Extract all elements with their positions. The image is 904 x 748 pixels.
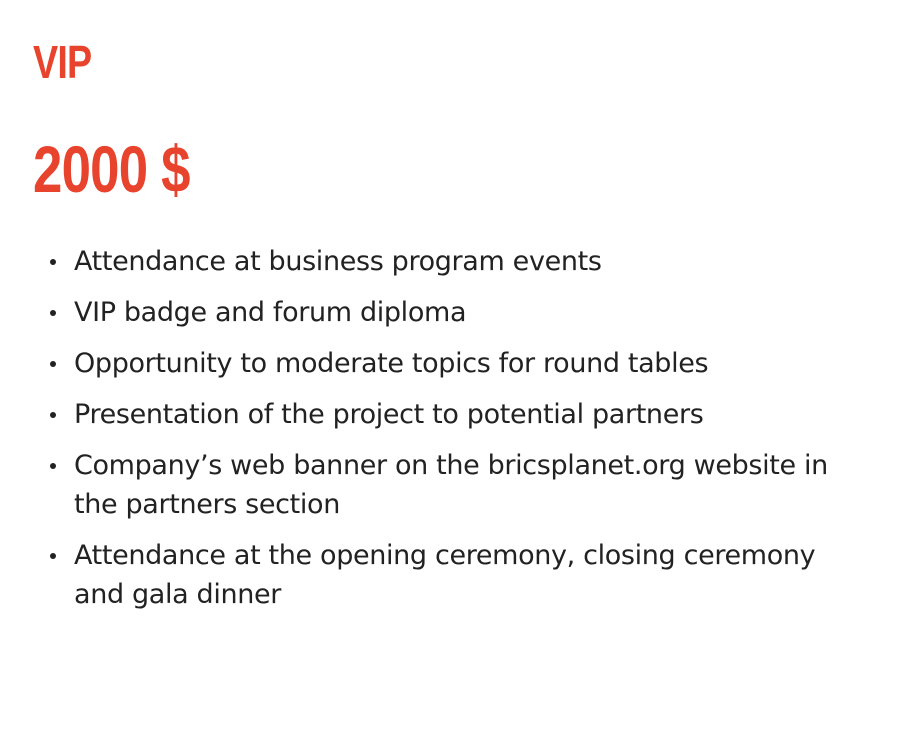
- bullet-icon: [50, 463, 56, 469]
- tier-name: VIP: [33, 36, 92, 88]
- benefit-item: [50, 536, 850, 614]
- benefit-item: [50, 293, 850, 332]
- benefit-text: VIP badge and forum diploma: [74, 297, 467, 328]
- benefit-text: Attendance at business program events: [74, 246, 602, 277]
- benefit-text: Company’s web banner on the bricsplanet.org website in the partners section: [74, 450, 828, 520]
- bullet-icon: [50, 259, 56, 265]
- benefits-list: [50, 242, 850, 626]
- benefit-text: Presentation of the project to potential partners: [74, 399, 704, 430]
- benefit-item: [50, 242, 850, 281]
- bullet-icon: [50, 310, 56, 316]
- benefit-item: [50, 344, 850, 383]
- bullet-icon: [50, 412, 56, 418]
- benefit-text: Opportunity to moderate topics for round tables: [74, 348, 709, 379]
- benefit-item: [50, 446, 850, 524]
- benefit-item: [50, 395, 850, 434]
- benefit-text: Attendance at the opening ceremony, closing ceremony and gala dinner: [74, 540, 816, 610]
- bullet-icon: [50, 553, 56, 559]
- tier-price: 2000 $: [33, 132, 190, 206]
- bullet-icon: [50, 361, 56, 367]
